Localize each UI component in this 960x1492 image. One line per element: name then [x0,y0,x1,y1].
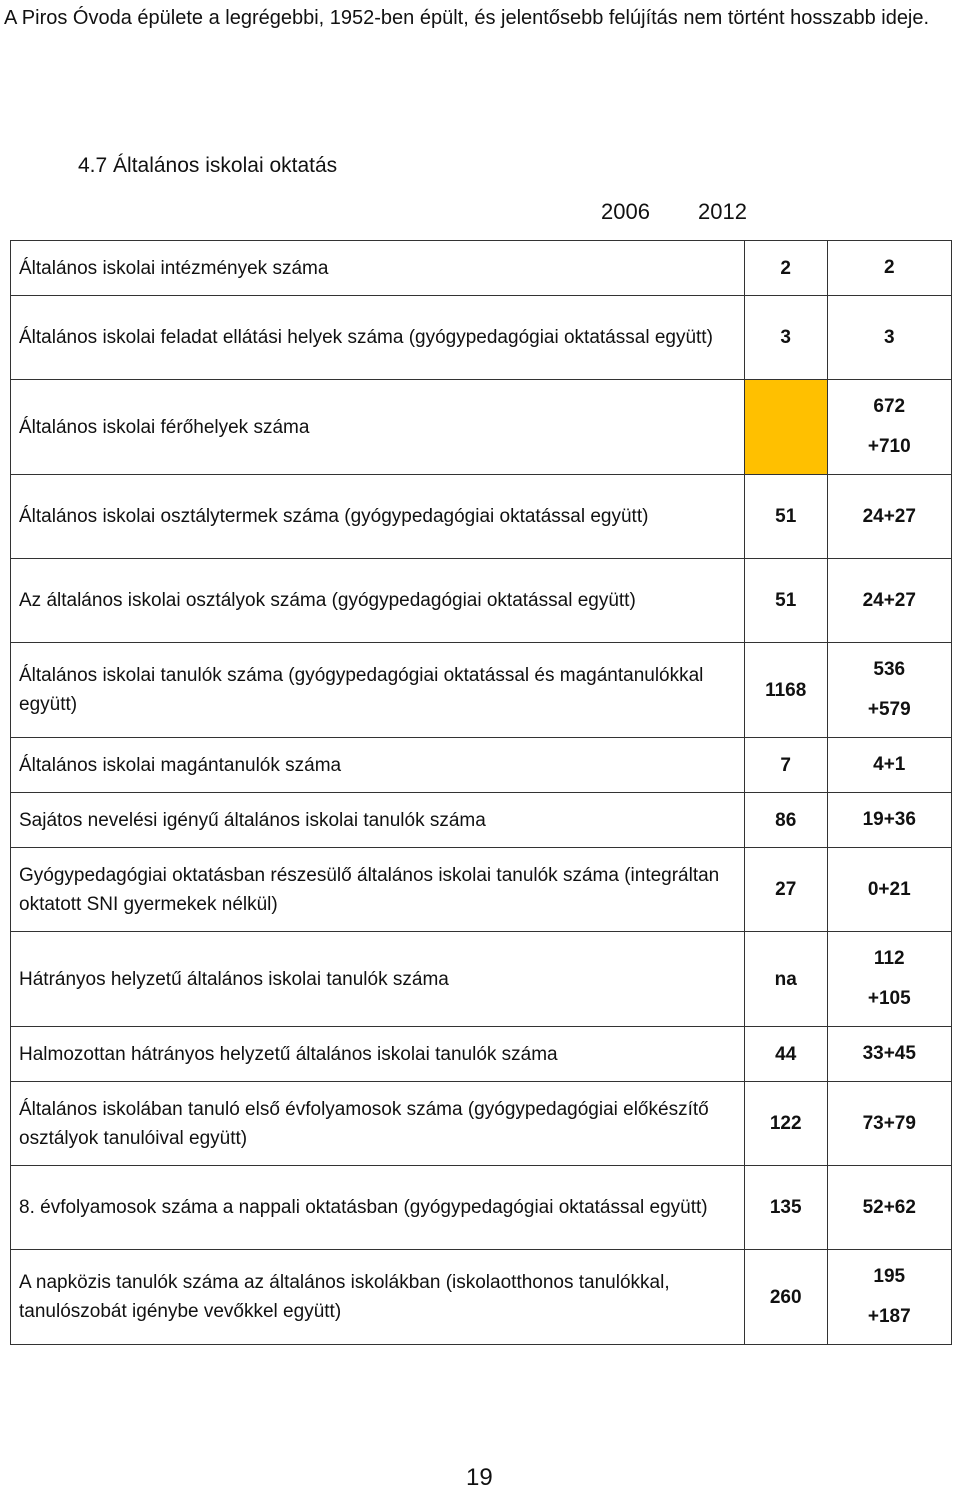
row-label: Halmozottan hátrányos helyzetű általános iskolai tanulók száma [11,1027,745,1082]
row-label: A napközis tanulók száma az általános iskolákban (iskolaotthonos tanulókkal, tanulószobát igénybe vevőkkel együtt) [11,1250,745,1345]
table-row [11,380,952,475]
value-2006: 260 [744,1250,827,1345]
section-title: 4.7 Általános iskolai oktatás [78,154,338,177]
value-2012 [827,1082,951,1166]
value-2006: na [744,932,827,1027]
statistics-table [10,240,952,1345]
value-2012 [827,1166,951,1250]
value-2012 [827,475,951,559]
value-2012 [827,1250,951,1345]
value-2012 [827,241,951,296]
value-2012 [827,643,951,738]
value-2006 [744,380,827,475]
year-header-2012: 2012 [698,199,747,224]
value-2006: 1168 [744,643,827,738]
row-label: Általános iskolában tanuló első évfolyamosok száma (gyógypedagógiai előkészítő osztályok tanulóival együtt) [11,1082,745,1166]
table-row [11,475,952,559]
row-label: Általános iskolai magántanulók száma [11,738,745,793]
row-label: Általános iskolai osztálytermek száma (gyógypedagógiai oktatással együtt) [11,475,745,559]
value-2006: 86 [744,793,827,848]
row-label: Gyógypedagógiai oktatásban részesülő általános iskolai tanulók száma (integráltan oktatott SNI gyermekek nélkül) [11,848,745,932]
table-row [11,1166,952,1250]
row-label: Általános iskolai feladat ellátási helyek száma (gyógypedagógiai oktatással együtt) [11,296,745,380]
value-2012-line: 112 [873,948,905,969]
value-2012 [827,738,951,793]
table-row [11,793,952,848]
value-2012-line: +187 [867,1306,911,1327]
value-2006: 2 [744,241,827,296]
value-2012 [827,559,951,643]
value-2012 [827,380,951,475]
statistics-table-body [11,241,952,1345]
table-row [11,1027,952,1082]
value-2012 [827,848,951,932]
value-2012-line: 536 [873,659,906,680]
value-2012-line: 19+36 [862,809,916,830]
row-label: Általános iskolai férőhelyek száma [11,380,745,475]
row-label: Általános iskolai tanulók száma (gyógypedagógiai oktatással és magántanulókkal együtt) [11,643,745,738]
value-2012-line: 0+21 [867,878,911,900]
value-2006: 3 [744,296,827,380]
table-row [11,1082,952,1166]
value-2012-line: 4+1 [873,754,906,775]
page-number: 19 [466,1464,493,1491]
value-2006: 51 [744,559,827,643]
value-2012-line: +105 [867,988,911,1009]
value-2012-line: 2 [883,257,895,278]
row-label: 8. évfolyamosok száma a nappali oktatásban (gyógypedagógiai oktatással együtt) [11,1166,745,1250]
value-2006: 7 [744,738,827,793]
table-row [11,559,952,643]
table-row [11,241,952,296]
value-2012 [827,296,951,380]
value-2006: 51 [744,475,827,559]
value-2012 [827,932,951,1027]
row-label: Általános iskolai intézmények száma [11,241,745,296]
table-row [11,1250,952,1345]
table-row [11,848,952,932]
value-2006: 135 [744,1166,827,1250]
value-2012-line: 73+79 [862,1112,916,1134]
row-label: Az általános iskolai osztályok száma (gyógypedagógiai oktatással együtt) [11,559,745,643]
value-2012 [827,1027,951,1082]
value-2012-line: 24+27 [862,589,916,611]
value-2006: 27 [744,848,827,932]
row-label: Sajátos nevelési igényű általános iskolai tanulók száma [11,793,745,848]
year-header-2006: 2006 [601,199,650,224]
value-2012-line: 672 [873,396,906,417]
table-row [11,296,952,380]
value-2006: 44 [744,1027,827,1082]
value-2012-line: 3 [883,326,895,348]
value-2012-line: 33+45 [862,1043,916,1064]
value-2012-line: 24+27 [862,505,916,527]
table-row [11,643,952,738]
value-2012-line: 52+62 [862,1196,916,1218]
table-row [11,738,952,793]
row-label: Hátrányos helyzetű általános iskolai tanulók száma [11,932,745,1027]
value-2012 [827,793,951,848]
table-row [11,932,952,1027]
intro-paragraph: A Piros Óvoda épülete a legrégebbi, 1952-ben épült, és jelentősebb felújítás nem történt hosszabb ideje. [4,7,930,29]
value-2006: 122 [744,1082,827,1166]
value-2012-line: 195 [873,1266,906,1287]
value-2012-line: +710 [867,436,911,457]
value-2012-line: +579 [867,699,911,720]
